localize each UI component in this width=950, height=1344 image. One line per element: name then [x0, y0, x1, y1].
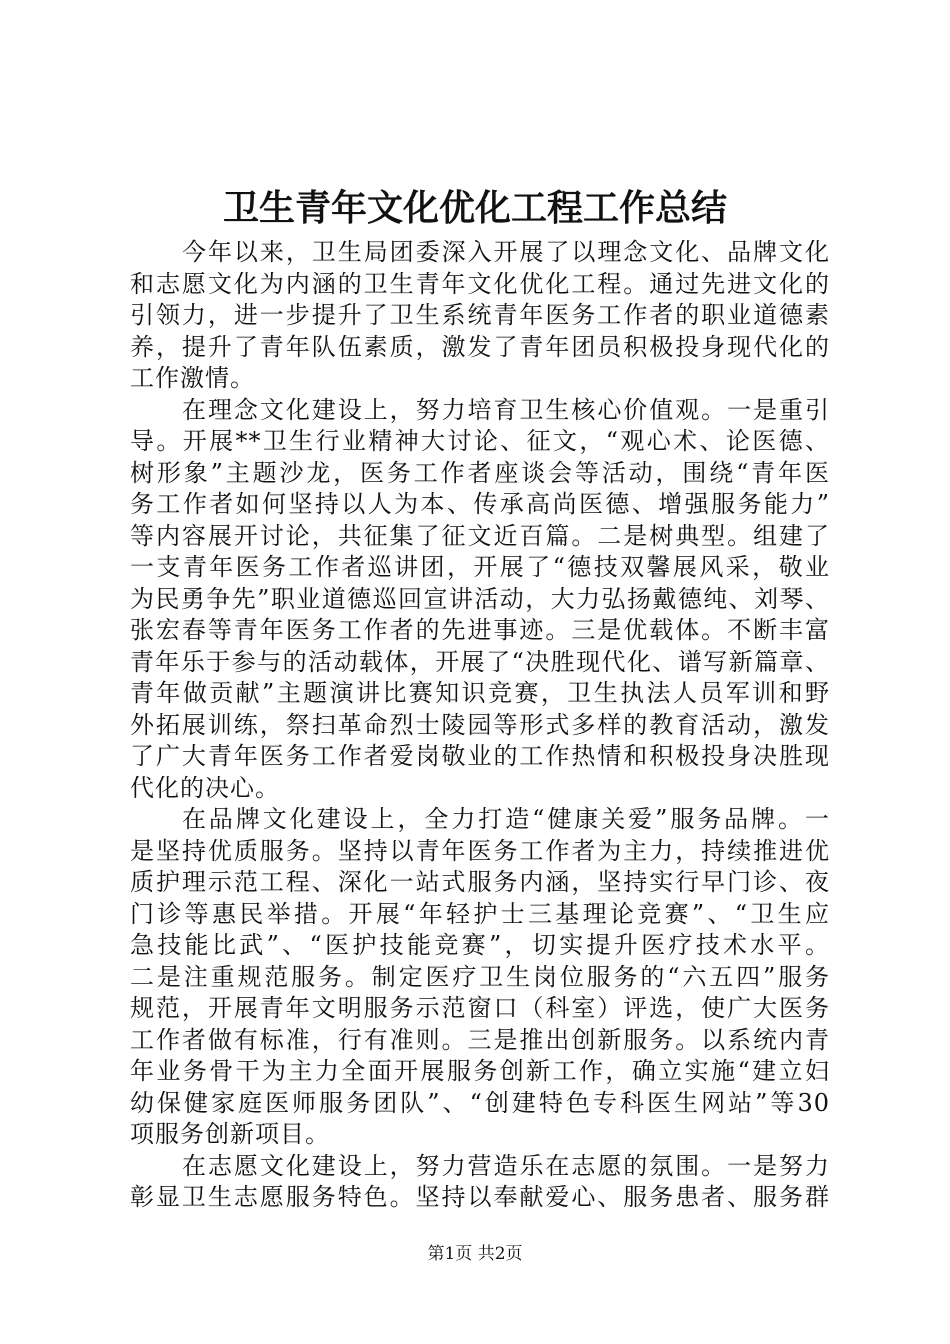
text-line: 务工作者如何坚持以人为本、传承高尚医德、增强服务能力”: [130, 490, 830, 518]
text-line: 一支青年医务工作者巡讲团，开展了“德技双馨展风采，敬业: [130, 553, 830, 581]
text-line: 导。开展**卫生行业精神大讨论、征文，“观心术、论医德、: [130, 427, 830, 455]
text-line: 项服务创新项目。: [130, 1120, 330, 1148]
page-footer: 第1页 共2页: [427, 1244, 523, 1264]
text-line: 和志愿文化为内涵的卫生青年文化优化工程。通过先进文化的: [130, 269, 830, 298]
text-line: 今年以来，卫生局团委深入开展了以理念文化、品牌文化: [182, 238, 830, 266]
text-line: 外拓展训练，祭扫革命烈士陵园等形式多样的教育活动，激发: [130, 710, 830, 739]
text-line: 青年做贡献”主题演讲比赛知识竞赛，卫生执法人员军训和野: [130, 679, 830, 707]
document-body: [130, 237, 830, 1214]
text-line: 在志愿文化建设上，努力营造乐在志愿的氛围。一是努力: [182, 1151, 830, 1180]
text-line: 引领力，进一步提升了卫生系统青年医务工作者的职业道德素: [130, 301, 830, 329]
text-line: 张宏春等青年医务工作者的先进事迹。三是优载体。不断丰富: [130, 616, 830, 644]
paragraph: [130, 395, 830, 805]
text-line: 代化的决心。: [130, 773, 280, 802]
text-line: 门诊等惠民举措。开展“年轻护士三基理论竞赛”、“卫生应: [130, 899, 830, 928]
text-line: 规范，开展青年文明服务示范窗口（科室）评选，使广大医务: [130, 994, 830, 1022]
text-line: 二是注重规范服务。制定医疗卫生岗位服务的“六五四”服务: [130, 962, 830, 991]
text-line: 是坚持优质服务。坚持以青年医务工作者为主力，持续推进优: [130, 836, 830, 865]
text-line: 工作激情。: [130, 364, 255, 392]
text-line: 了广大青年医务工作者爱岗敬业的工作热情和积极投身决胜现: [130, 742, 830, 770]
text-line: 等内容展开讨论，共征集了征文近百篇。二是树典型。组建了: [130, 521, 830, 550]
text-line: 工作者做有标准，行有准则。三是推出创新服务。以系统内青: [130, 1025, 830, 1054]
text-line: 质护理示范工程、深化一站式服务内涵，坚持实行早门诊、夜: [130, 868, 830, 896]
text-line: 青年乐于参与的活动载体，开展了“决胜现代化、谱写新篇章、: [130, 647, 830, 676]
paragraph: [130, 804, 830, 1151]
text-line: 在理念文化建设上，努力培育卫生核心价值观。一是重引: [182, 395, 830, 424]
text-line: 树形象”主题沙龙，医务工作者座谈会等活动，围绕“青年医: [130, 458, 830, 487]
paragraph: [130, 237, 830, 395]
paragraph: [130, 1151, 830, 1214]
text-line: 在品牌文化建设上，全力打造“健康关爱”服务品牌。一: [182, 805, 830, 833]
text-line: 急技能比武”、“医护技能竞赛”，切实提升医疗技术水平。: [130, 931, 830, 959]
document-title: 卫生青年文化优化工程工作总结: [222, 187, 727, 229]
text-line: 彰显卫生志愿服务特色。坚持以奉献爱心、服务患者、服务群: [130, 1183, 830, 1211]
text-line: 幼保健家庭医师服务团队”、“创建特色专科医生网站”等30: [130, 1088, 830, 1117]
text-line: 年业务骨干为主力全面开展服务创新工作，确立实施“建立妇: [130, 1057, 830, 1085]
text-line: 养，提升了青年队伍素质，激发了青年团员积极投身现代化的: [130, 332, 830, 361]
text-line: 为民勇争先”职业道德巡回宣讲活动，大力弘扬戴德纯、刘琴、: [130, 584, 830, 613]
